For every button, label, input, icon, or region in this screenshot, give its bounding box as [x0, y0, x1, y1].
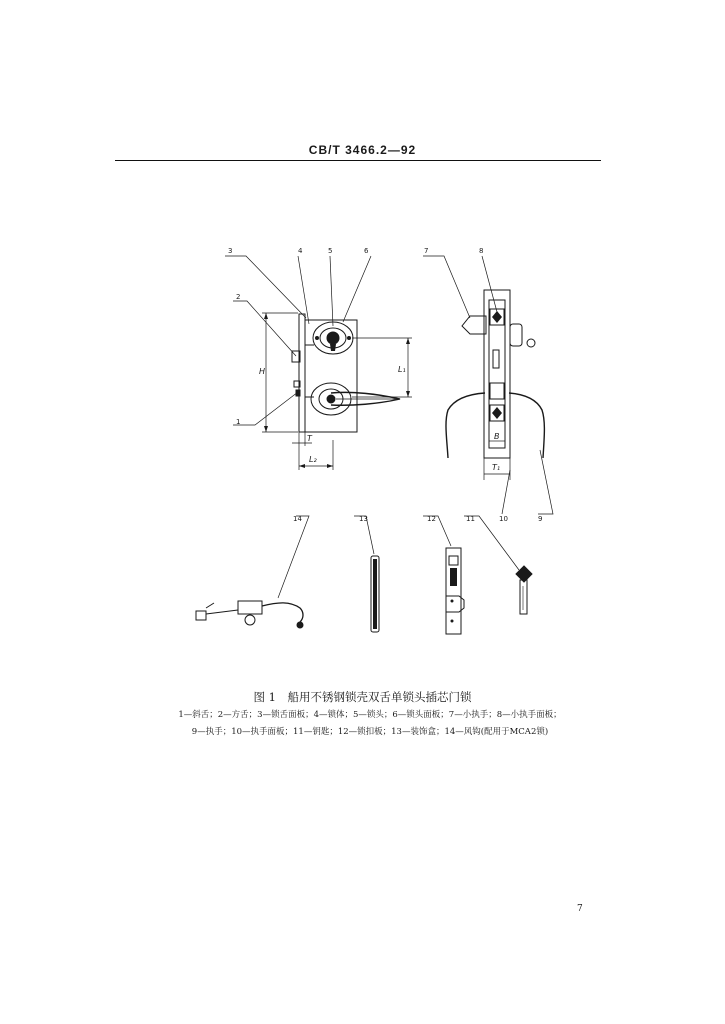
callout-14: 14 — [293, 515, 302, 523]
callout-4: 4 — [298, 247, 303, 255]
door-hook — [196, 516, 309, 628]
callout-3: 3 — [228, 247, 233, 255]
lock-front-view — [225, 256, 412, 470]
callout-1: 1 — [236, 418, 241, 426]
key-head — [527, 339, 535, 347]
callout-9: 9 — [538, 515, 543, 523]
figure-caption: 图 1 船用不锈钢锁壳双舌单锁头插芯门锁 — [253, 690, 472, 704]
dim-B: B — [494, 432, 500, 441]
callout-8: 8 — [479, 247, 484, 255]
standard-number-header: CB/T 3466.2—92 — [308, 143, 417, 157]
legend-line-1: 1—斜舌；2—方舌；3—锁舌面板；4—锁体；5—锁头；6—锁头面板；7—小执手；8—小执手面板； — [178, 710, 562, 720]
decorative-box — [354, 516, 379, 632]
cylinder-rosette — [313, 322, 353, 354]
callout-6: 6 — [364, 247, 369, 255]
lock-side-view — [423, 256, 553, 514]
callout-10: 10 — [499, 515, 508, 523]
handle-right — [509, 393, 544, 458]
strike-plate — [423, 516, 464, 634]
callout-2: 2 — [236, 293, 241, 301]
dim-L1: L₁ — [398, 365, 406, 374]
callout-12: 12 — [427, 515, 436, 523]
callout-7: 7 — [424, 247, 429, 255]
page-number: 7 — [577, 904, 583, 914]
dim-L2: L₂ — [309, 455, 317, 464]
callout-13: 13 — [359, 515, 368, 523]
dim-T: T — [307, 434, 312, 443]
small-handle — [462, 316, 486, 334]
dim-H: H — [259, 367, 266, 376]
handle-left — [446, 393, 485, 458]
key — [464, 516, 532, 614]
callout-5: 5 — [328, 247, 333, 255]
legend-line-2: 9—执手；10—执手面板；11—钥匙；12—锁扣板；13—装饰盒；14—风钩(配用于MCA2锁) — [191, 727, 549, 737]
callout-11: 11 — [466, 515, 475, 523]
dim-T1: T₁ — [492, 463, 501, 472]
